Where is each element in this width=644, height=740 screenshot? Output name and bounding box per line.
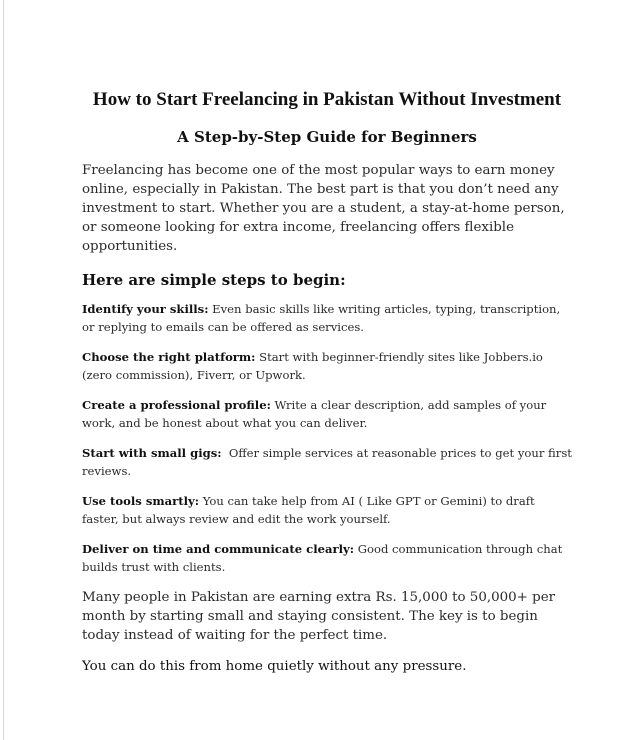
closing-line: You can do this from home quietly without any pressure. — [82, 659, 467, 674]
intro-paragraph: Freelancing has become one of the most popular ways to earn money online, especially in Pakistan. The best part is that you don’t need any investment to start. Whether you are a student, a stay-at-home person, or someone looking for extra income, freelancing offers flexible opportunities. — [82, 163, 565, 254]
step-label: Create a professional profile: — [82, 398, 271, 412]
step-text: You can take help from AI ( Like GPT or Gemini) to draft faster, but always review and edit the work yourself. — [82, 494, 535, 526]
step-text: Good communication through chat builds trust with clients. — [82, 542, 563, 574]
step-label: Choose the right platform: — [82, 350, 256, 364]
steps-list — [82, 300, 576, 576]
step-text: Start with beginner-friendly sites like Jobbers.io (zero commission), Fiverr, or Upwork. — [82, 350, 543, 382]
step-text: Even basic skills like writing articles, typing, transcription, or replying to emails can be offered as services. — [82, 302, 561, 334]
step-text: Write a clear description, add samples of your work, and be honest about what you can deliver. — [82, 398, 547, 430]
step-label: Use tools smartly: — [82, 494, 200, 508]
step-item-identify-skills — [82, 300, 572, 336]
page-edge-divider — [3, 0, 4, 740]
step-item-choose-platform — [82, 348, 572, 384]
step-label: Identify your skills: — [82, 302, 209, 316]
step-text: Offer simple services at reasonable prices to get your first reviews. — [82, 446, 576, 478]
step-label: Start with small gigs: — [82, 446, 222, 460]
step-label: Deliver on time and communicate clearly: — [82, 542, 355, 556]
document-title: How to Start Freelancing in Pakistan Without Investment — [92, 89, 562, 110]
step-item-use-tools — [82, 492, 572, 528]
document-subtitle: A Step-by-Step Guide for Beginners — [177, 128, 477, 146]
document-page — [82, 86, 576, 676]
step-item-deliver-on-time — [82, 540, 572, 576]
outro-paragraph: Many people in Pakistan are earning extra Rs. 15,000 to 50,000+ per month by starting small and staying consistent. The key is to begin today instead of waiting for the perfect time. — [82, 590, 556, 643]
step-item-create-profile — [82, 396, 572, 432]
step-item-small-gigs — [82, 444, 576, 480]
steps-heading: Here are simple steps to begin: — [82, 271, 346, 289]
